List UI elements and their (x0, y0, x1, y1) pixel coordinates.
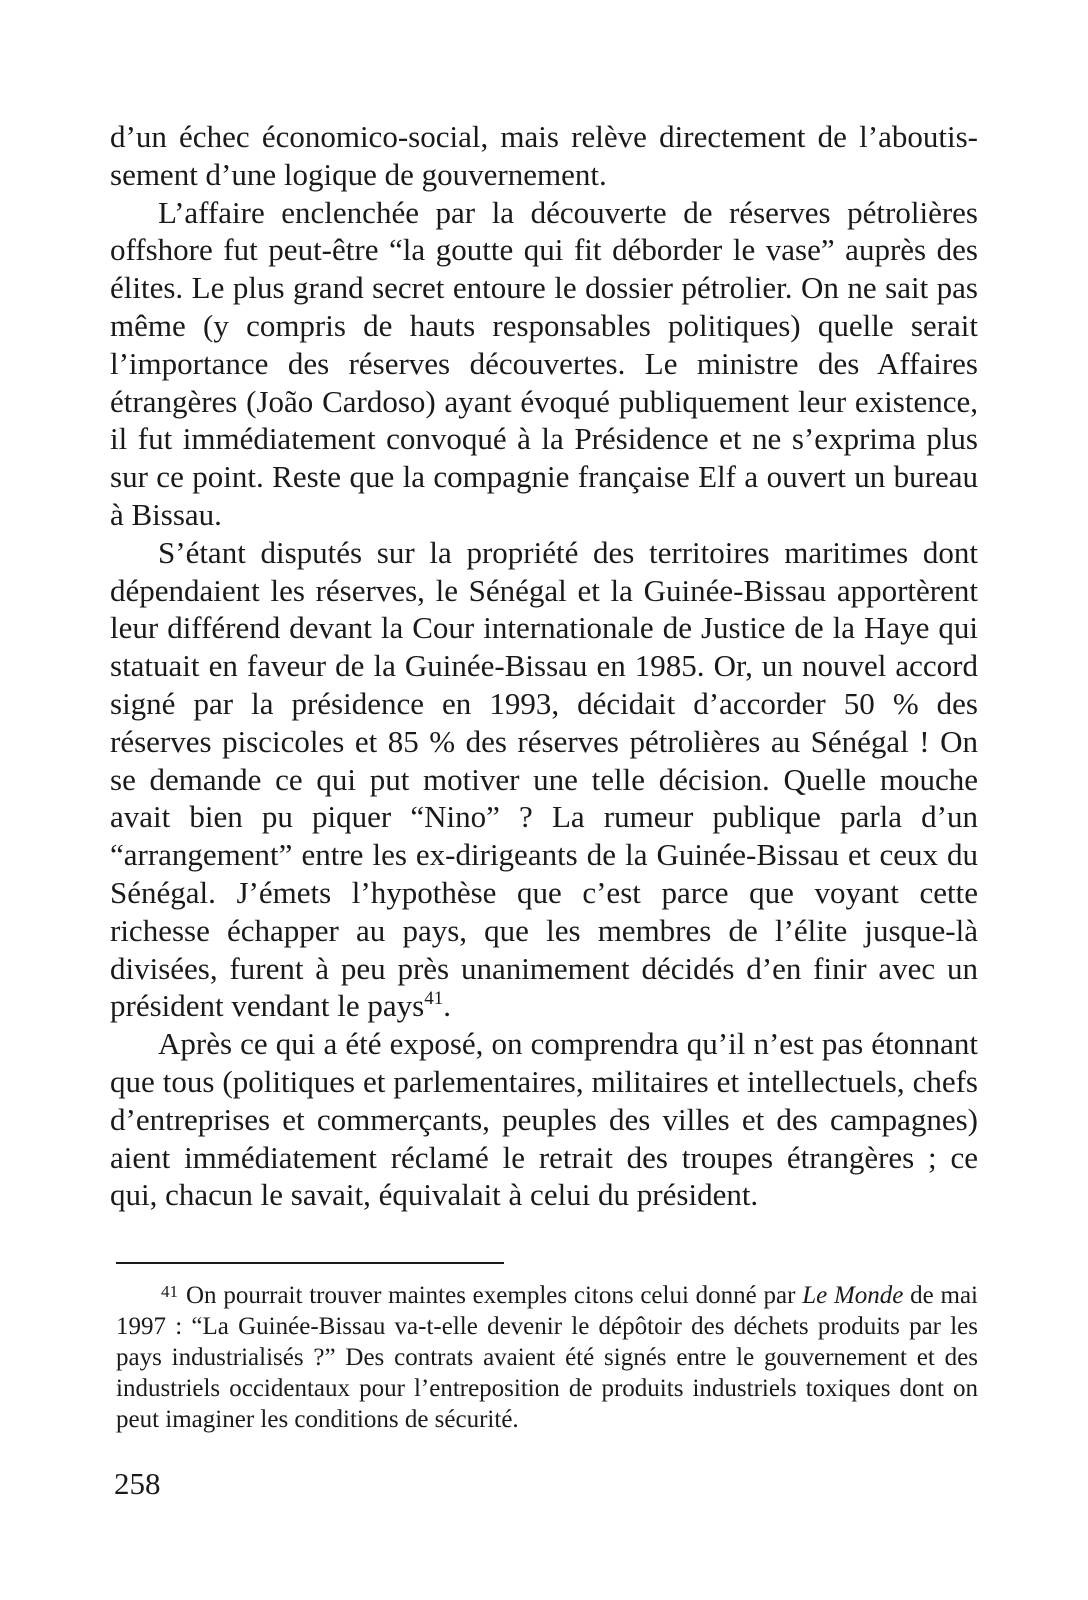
footnote-text-end: de mai 1997 : “La Guinée-Bissau va-t-elle devenir le dépôtoir des déchets produits par les pays industrialisés ?” Des contrats avaient été signés entre le gouvernement et des industriels occidentaux pour l’entreposition de produits industriels toxiques dont on peut imaginer les conditions de sécurité. (116, 1282, 978, 1433)
paragraph-4 (110, 1025, 978, 1214)
paragraph-3 (110, 534, 978, 1025)
paragraph-1-text: d’un échec économico-social, mais relève directement de l’aboutissement d’une logique de gouvernement. (110, 119, 978, 192)
paragraph-2-text: L’affaire enclenchée par la découverte de réserves pétrolières offshore fut peut-être “la goutte qui fit déborder le vase” auprès des élites. Le plus grand secret entoure le dossier pétrolier. On ne sait pas même (y compris de hauts responsables politiques) quelle serait l’importance des réserves découvertes. Le ministre des Affaires étrangères (João Cardoso) ayant évoqué publiquement leur existence, il fut immédiatement convoqué à la Présidence et ne s’exprima plus sur ce point. Reste que la compagnie française Elf a ouvert un bureau à Bissau. (110, 194, 978, 532)
paragraph-3-text: S’étant disputés sur la propriété des territoires maritimes dont dépendaient les réserves, le Sénégal et la Guinée-Bissau apportèrent leur différend devant la Cour internationale de Justice de la Haye qui statuait en faveur de la Guinée-Bissau en 1985. Or, un nouvel accord signé par la présidence en 1993, décidait d’accorder 50 % des réserves piscicoles et 85 % des réserves pétrolières au Sénégal ! On se demande ce qui put motiver une telle décision. Quelle mouche avait bien pu piquer “Nino” ? La rumeur publique parla d’un “arrangement” entre les ex-dirigeants de la Guinée-Bissau et ceux du Sénégal. J’émets l’hypothèse que c’est parce que voyant cette richesse échapper au pays, que les membres de l’élite jusque-là divisées, furent à peu près unanimement décidés d’en finir avec un président vendant le pays (110, 534, 978, 1024)
paragraph-4-text: Après ce qui a été exposé, on comprendra qu’il n’est pas étonnant que tous (politiques et parlementaires, militaires et intellectuels, chefs d’entreprises et commerçants, peuples des villes et des campagnes) aient immédiatement réclamé le retrait des troupes étrangères ; ce qui, chacun le savait, équivalait à celui du président. (110, 1026, 978, 1213)
page-number: 258 (114, 1466, 161, 1501)
footnote-reference: 41 (424, 988, 444, 1010)
footnote-number: 41 (161, 1282, 178, 1301)
footnote-text-start: On pourrait trouver maintes exemples citons celui donné par (186, 1282, 803, 1309)
paragraph-2 (110, 194, 978, 534)
paragraph-3-end: . (443, 988, 451, 1024)
body-text (110, 118, 978, 1214)
footnote-italic-source: Le Monde (802, 1282, 904, 1309)
footnote (116, 1276, 978, 1435)
footnote-divider (116, 1262, 504, 1264)
paragraph-1 (110, 118, 978, 194)
